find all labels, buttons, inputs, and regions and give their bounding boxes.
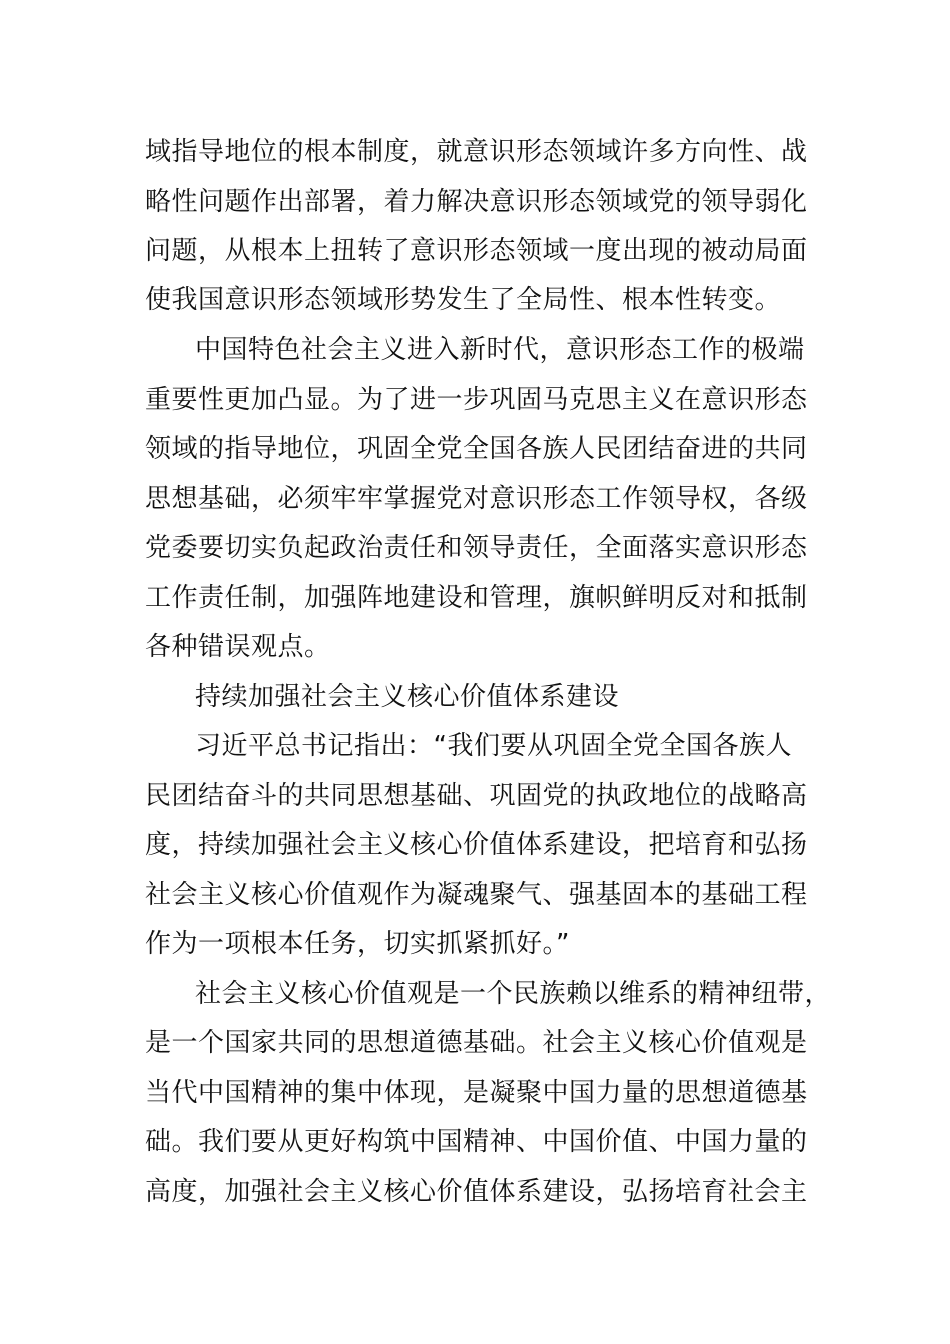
text-line: 问题，从根本上扭转了意识形态领域一度出现的被动局面 [145, 236, 808, 266]
text-line: 是一个国家共同的思想道德基础。社会主义核心价值观是 [145, 1028, 808, 1058]
text-line: 党委要切实负起政治责任和领导责任，全面落实意识形态 [145, 533, 808, 563]
paragraph-first-line: 社会主义核心价值观是一个民族赖以维系的精神纽带， [195, 979, 832, 1009]
text-line: 高度，加强社会主义核心价值体系建设，弘扬培育社会主 [145, 1177, 808, 1207]
text-line: 域指导地位的根本制度，就意识形态领域许多方向性、战 [145, 137, 808, 167]
paragraph-first-line: 习近平总书记指出：“我们要从巩固全党全国各族人 [195, 731, 792, 761]
paragraph-first-line: 中国特色社会主义进入新时代，意识形态工作的极端 [195, 335, 805, 365]
text-line: 度，持续加强社会主义核心价值体系建设，把培育和弘扬 [145, 830, 808, 860]
text-line: 础。我们要从更好构筑中国精神、中国价值、中国力量的 [145, 1127, 808, 1157]
text-line: 工作责任制，加强阵地建设和管理，旗帜鲜明反对和抵制 [145, 583, 808, 613]
text-line: 略性问题作出部署，着力解决意识形态领域党的领导弱化 [145, 187, 808, 217]
text-line: 思想基础，必须牢牢掌握党对意识形态工作领导权，各级 [145, 484, 808, 514]
text-line: 使我国意识形态领域形势发生了全局性、根本性转变。 [145, 285, 782, 315]
text-line: 社会主义核心价值观作为凝魂聚气、强基固本的基础工程 [145, 880, 808, 910]
section-heading: 持续加强社会主义核心价值体系建设 [195, 682, 620, 712]
text-line: 领域的指导地位，巩固全党全国各族人民团结奋进的共同 [145, 434, 808, 464]
text-line: 当代中国精神的集中体现，是凝聚中国力量的思想道德基 [145, 1078, 808, 1108]
text-line: 重要性更加凸显。为了进一步巩固马克思主义在意识形态 [145, 385, 808, 415]
text-line: 民团结奋斗的共同思想基础、巩固党的执政地位的战略高 [145, 781, 808, 811]
text-line: 各种错误观点。 [145, 632, 331, 662]
text-line: 作为一项根本任务，切实抓紧抓好。” [145, 929, 570, 959]
